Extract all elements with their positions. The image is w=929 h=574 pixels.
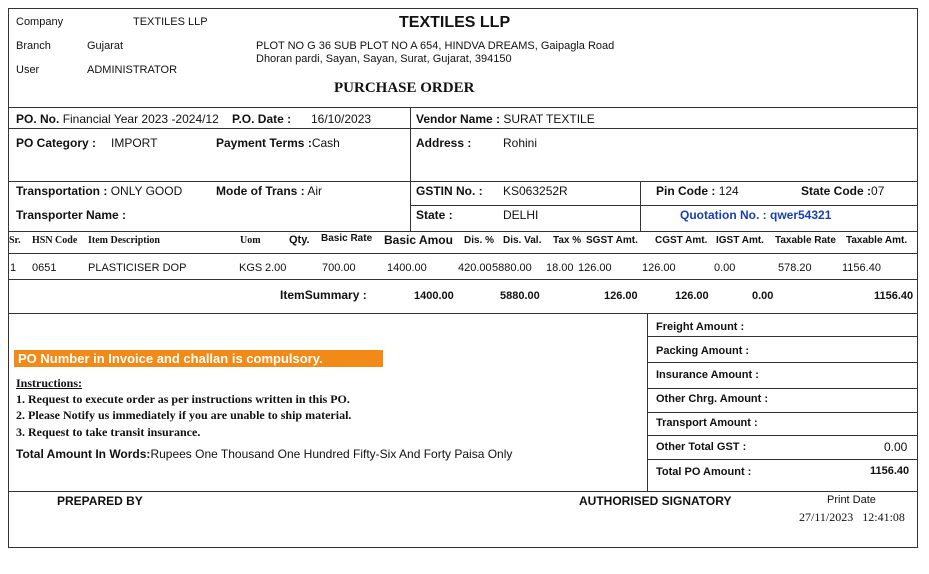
other-total-gst-value: 0.00: [884, 440, 908, 454]
cell-qty: 2.00: [265, 262, 287, 274]
col-header-qty: Qty.: [289, 234, 310, 246]
instruction-item: 3. Request to take transit insurance.: [16, 425, 201, 439]
col-header-tax-pct: Tax %: [553, 235, 582, 246]
divider: [640, 181, 641, 231]
print-time-value: 12:41:08: [862, 510, 905, 524]
vendor-label: Vendor Name :: [416, 112, 501, 126]
other-charges-label: Other Chrg. Amount :: [656, 393, 769, 405]
divider: [8, 491, 918, 492]
divider: [8, 253, 918, 254]
transport-amount-label: Transport Amount :: [656, 417, 758, 429]
branch-label: Branch: [16, 40, 51, 52]
prepared-by-label: PREPARED BY: [57, 494, 143, 508]
transportation-label: Transportation :: [16, 184, 108, 198]
print-date-label: Print Date: [827, 494, 876, 506]
quotation-value: qwer54321: [770, 208, 832, 222]
packing-amount-label: Packing Amount :: [656, 345, 750, 357]
col-header-basic-amount: Basic Amou: [384, 233, 453, 247]
cell-description: PLASTICISER DOP: [88, 262, 187, 274]
divider: [647, 313, 648, 491]
instruction-item: 2. Please Notify us immediately if you are unable to ship material.: [16, 408, 352, 422]
col-header-taxable-amt: Taxable Amt.: [846, 235, 908, 246]
vendor-value: SURAT TEXTILE: [503, 112, 595, 126]
cell-dis-pct: 420.00: [458, 262, 492, 274]
summary-label: ItemSummary :: [280, 288, 367, 302]
divider: [648, 336, 918, 337]
divider: [648, 435, 918, 436]
authorised-signatory-label: AUTHORISED SIGNATORY: [579, 494, 732, 508]
payment-label: Payment Terms :: [216, 136, 312, 150]
state-code-label: State Code :: [801, 184, 872, 198]
divider: [648, 459, 918, 460]
total-po-amount-value: 1156.40: [870, 465, 910, 477]
gstin-value: KS063252R: [503, 184, 568, 198]
category-label: PO Category :: [16, 136, 97, 150]
mode-label: Mode of Trans :: [216, 184, 305, 198]
user-value: ADMINISTRATOR: [87, 64, 178, 76]
summary-basic-amount: 1400.00: [414, 290, 454, 302]
col-header-hsn: HSN Code: [32, 235, 78, 246]
col-header-cgst: CGST Amt.: [655, 235, 708, 246]
col-header-basic-rate: Basic Rate: [321, 233, 373, 244]
other-total-gst-label: Other Total GST :: [656, 441, 747, 453]
cell-tax-pct: 18.00: [546, 262, 574, 274]
cell-sgst: 126.00: [578, 262, 612, 274]
quotation-label: Quotation No. :: [680, 208, 767, 222]
po-date-label: P.O. Date :: [232, 112, 292, 126]
col-header-taxable-rate: Taxable Rate: [775, 235, 836, 246]
address-line-2: Dhoran pardi, Sayan, Sayan, Surat, Gujarat, 394150: [256, 53, 512, 65]
divider: [8, 181, 918, 182]
divider: [648, 362, 918, 363]
cell-taxable-amt: 1156.40: [842, 262, 881, 274]
transportation-value: ONLY GOOD: [110, 184, 183, 198]
amount-in-words-value: Rupees One Thousand One Hundred Fifty-Six And Forty Paisa Only: [150, 447, 513, 461]
cell-dis-val: 5880.00: [492, 262, 532, 274]
cell-basic-rate: 700.00: [322, 262, 356, 274]
address-value: Rohini: [503, 136, 538, 150]
divider: [648, 388, 918, 389]
col-header-dis-pct: Dis. %: [464, 235, 495, 246]
cell-taxable-rate: 578.20: [778, 262, 812, 274]
col-header-sgst: SGST Amt.: [586, 235, 638, 246]
state-value: DELHI: [503, 208, 539, 222]
cell-basic-amount: 1400.00: [387, 262, 427, 274]
po-no-value: Financial Year 2023 -2024/12: [62, 112, 219, 126]
col-header-uom: Uom: [240, 235, 261, 246]
mode-value: Air: [307, 184, 323, 198]
divider: [8, 107, 918, 108]
amount-in-words-label: Total Amount In Words:: [16, 447, 151, 461]
summary-cgst: 126.00: [675, 290, 709, 302]
divider: [8, 231, 918, 232]
cell-hsn: 0651: [32, 262, 57, 274]
total-po-amount-label: Total PO Amount :: [656, 466, 752, 478]
summary-dis-val: 5880.00: [500, 290, 540, 302]
instructions-title: Instructions:: [16, 376, 83, 390]
col-header-igst: IGST Amt.: [716, 235, 764, 246]
transporter-label: Transporter Name :: [16, 208, 127, 222]
cell-igst: 0.00: [714, 262, 736, 274]
po-date-value: 16/10/2023: [311, 112, 372, 126]
print-date-value: 27/11/2023: [799, 510, 854, 524]
insurance-amount-label: Insurance Amount :: [656, 369, 759, 381]
category-value: IMPORT: [111, 136, 158, 150]
compulsory-notice-banner: PO Number in Invoice and challan is compulsory.: [14, 350, 383, 367]
cell-uom: KGS: [239, 262, 263, 274]
freight-amount-label: Freight Amount :: [656, 321, 745, 333]
divider: [410, 205, 918, 206]
state-label: State :: [416, 208, 453, 222]
company-title: TEXTILES LLP: [399, 14, 511, 31]
divider: [8, 313, 918, 314]
po-no-label: PO. No.: [16, 112, 60, 126]
pin-value: 124: [718, 184, 739, 198]
gstin-label: GSTIN No. :: [416, 184, 483, 198]
col-header-sr: Sr.: [9, 235, 21, 246]
col-header-description: Item Description: [88, 235, 160, 246]
divider: [648, 412, 918, 413]
divider: [8, 128, 918, 129]
company-label: Company: [16, 16, 64, 28]
divider: [8, 279, 918, 280]
summary-taxable-amt: 1156.40: [874, 290, 914, 302]
address-label: Address :: [416, 136, 472, 150]
instruction-item: 1. Request to execute order as per instructions written in this PO.: [16, 392, 350, 406]
cell-cgst: 126.00: [642, 262, 676, 274]
col-header-dis-val: Dis. Val.: [503, 235, 542, 246]
divider: [410, 107, 411, 231]
cell-sr: 1: [10, 262, 17, 274]
payment-value: Cash: [311, 136, 340, 150]
document-title: PURCHASE ORDER: [334, 80, 475, 96]
address-line-1: PLOT NO G 36 SUB PLOT NO A 654, HINDVA DREAMS, Gaipagla Road: [256, 40, 615, 52]
company-value: TEXTILES LLP: [133, 16, 208, 28]
branch-value: Gujarat: [87, 40, 124, 52]
user-label: User: [16, 64, 40, 76]
pin-label: Pin Code :: [656, 184, 716, 198]
summary-sgst: 126.00: [604, 290, 638, 302]
summary-igst: 0.00: [752, 290, 774, 302]
state-code-value: 07: [871, 184, 885, 198]
